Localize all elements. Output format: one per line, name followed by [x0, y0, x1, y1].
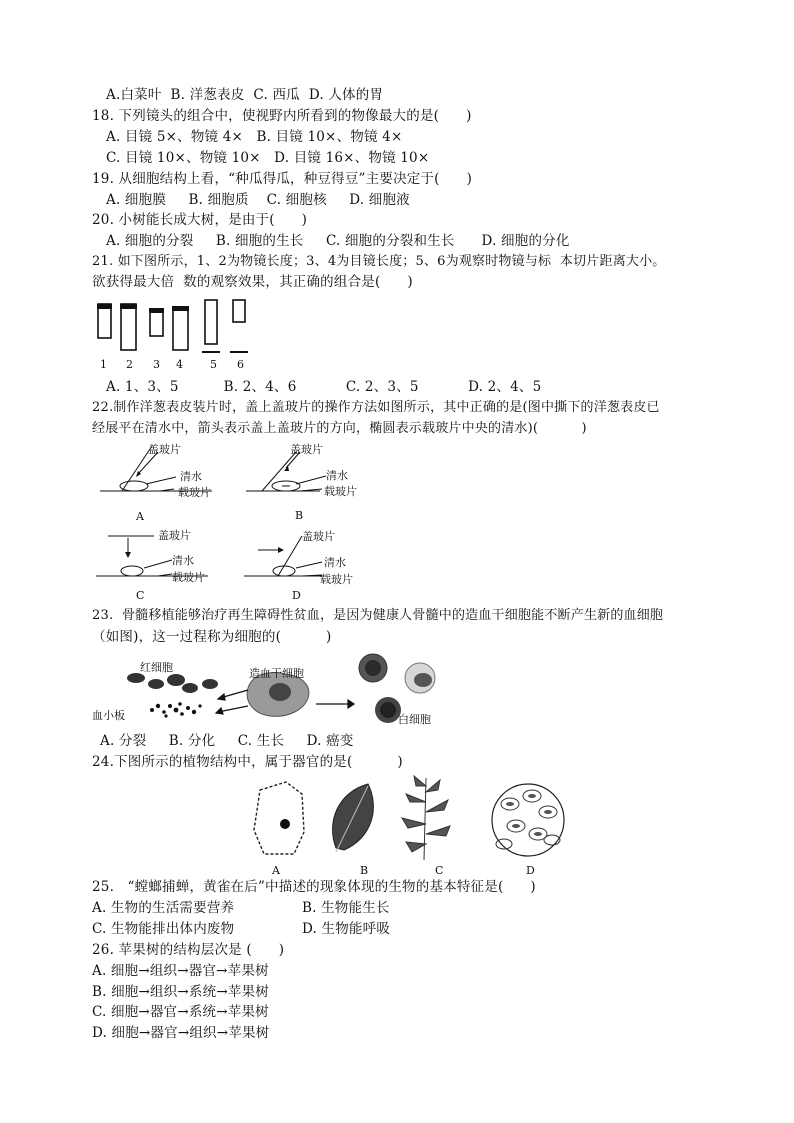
q21-options: A. 1、3、5 B. 2、4、6 C. 2、3、5 D. 2、4、5 — [106, 379, 542, 395]
fig23-rbc-label: 红细胞 — [140, 661, 173, 674]
fig22-panel-label-b: B — [295, 509, 304, 522]
fig22a-cover-label: 盖玻片 — [148, 443, 181, 456]
fig22d-slide-label: 载玻片 — [320, 573, 353, 586]
lens-label-1: 1 — [100, 358, 107, 371]
q19-stem: 19. 从细胞结构上看，“种瓜得瓜，种豆得豆”主要决定于( ) — [92, 171, 473, 187]
figure-24-plant-structures — [240, 772, 580, 866]
q25-option-d: D. 生物能呼吸 — [302, 921, 391, 937]
fig22-panel-label-a: A — [136, 510, 144, 523]
figure-21-lenses — [90, 296, 260, 376]
q20-stem: 20. 小树能长成大树，是由于( ) — [92, 212, 308, 228]
q26-option-c: C. 细胞→器官→系统→苹果树 — [92, 1004, 269, 1020]
fig22d-cover-label: 盖玻片 — [302, 530, 335, 543]
fig22a-slide-label: 载玻片 — [178, 486, 211, 499]
q26-option-b: B. 细胞→组织→系统→苹果树 — [92, 984, 269, 1000]
fig24-panel-label-a: A — [272, 864, 280, 877]
fig22c-water-label: 清水 — [172, 554, 194, 567]
q26-option-a: A. 细胞→组织→器官→苹果树 — [92, 963, 269, 979]
fig24-panel-label-c: C — [435, 864, 444, 877]
lens-label-2: 2 — [126, 358, 133, 371]
q18-stem: 18. 下列镜头的组合中，使视野内所看到的物像最大的是( ) — [92, 108, 472, 124]
q24-stem: 24.下图所示的植物结构中，属于器官的是( ) — [92, 754, 403, 770]
q23-stem-cont: （如图)，这一过程称为细胞的( ) — [92, 629, 332, 645]
q21-stem: 21. 如下图所示，1、2为物镜长度；3、4为目镜长度；5、6为观察时物镜与标 本切片距离大小。 — [92, 254, 666, 269]
fig24-panel-label-b: B — [360, 864, 369, 877]
lens-label-4: 4 — [176, 358, 183, 371]
q22-stem: 22.制作洋葱表皮装片时，盖上盖玻片的操作方法如图所示，其中正确的是(图中撕下的洋葱表皮已 — [92, 400, 660, 415]
q25-option-b: B. 生物能生长 — [302, 900, 390, 916]
lens-label-5: 5 — [210, 358, 217, 371]
fig23-platelet-label: 血小板 — [92, 709, 125, 722]
lens-label-6: 6 — [237, 358, 244, 371]
q21-stem-cont: 欲获得最大倍 数的观察效果，其正确的组合是( ) — [92, 274, 413, 290]
fig22b-slide-label: 载玻片 — [324, 485, 357, 498]
fig22-panel-label-d: D — [292, 589, 301, 602]
q18-options-cd: C. 目镜 10×、物镜 10× D. 目镜 16×、物镜 10× — [106, 150, 430, 166]
fig23-wbc-label: 白细胞 — [398, 713, 431, 726]
q25-stem: 25. “螳螂捕蝉，黄雀在后”中描述的现象体现的生物的基本特征是( ) — [92, 879, 536, 895]
q23-stem: 23. 骨髓移植能够治疗再生障碍性贫血，是因为健康人骨髓中的造血干细胞能不断产生新的血细胞 — [92, 608, 664, 623]
fig23-stem-cell-label: 造血干细胞 — [249, 667, 304, 680]
q20-options: A. 细胞的分裂 B. 细胞的生长 C. 细胞的分裂和生长 D. 细胞的分化 — [106, 233, 570, 249]
q26-option-d: D. 细胞→器官→组织→苹果树 — [92, 1025, 270, 1041]
lens-label-3: 3 — [153, 358, 160, 371]
q22-stem-cont: 经展平在清水中，箭头表示盖上盖玻片的方向，椭圆表示载玻片中央的清水)( ) — [92, 421, 587, 436]
q23-options: A. 分裂 B. 分化 C. 生长 D. 癌变 — [100, 733, 354, 749]
q25-option-a: A. 生物的生活需要营养 — [92, 900, 235, 916]
fig22b-cover-label: 盖玻片 — [290, 443, 323, 456]
fig22c-cover-label: 盖玻片 — [158, 529, 191, 542]
q25-option-c: C. 生物能排出体内废物 — [92, 921, 235, 937]
fig22b-water-label: 清水 — [326, 469, 348, 482]
q18-options-ab: A. 目镜 5×、物镜 4× B. 目镜 10×、物镜 4× — [106, 129, 403, 145]
q19-options: A. 细胞膜 B. 细胞质 C. 细胞核 D. 细胞液 — [106, 192, 410, 208]
fig24-panel-label-d: D — [526, 864, 535, 877]
fig22d-water-label: 清水 — [324, 556, 346, 569]
fig22-panel-label-c: C — [136, 589, 145, 602]
fig22c-slide-label: 载玻片 — [172, 571, 205, 584]
fig22a-water-label: 清水 — [180, 470, 202, 483]
q26-stem: 26. 苹果树的结构层次是 ( ) — [92, 942, 285, 958]
q17-options: A.白菜叶 B. 洋葱表皮 C. 西瓜 D. 人体的胃 — [106, 87, 384, 103]
